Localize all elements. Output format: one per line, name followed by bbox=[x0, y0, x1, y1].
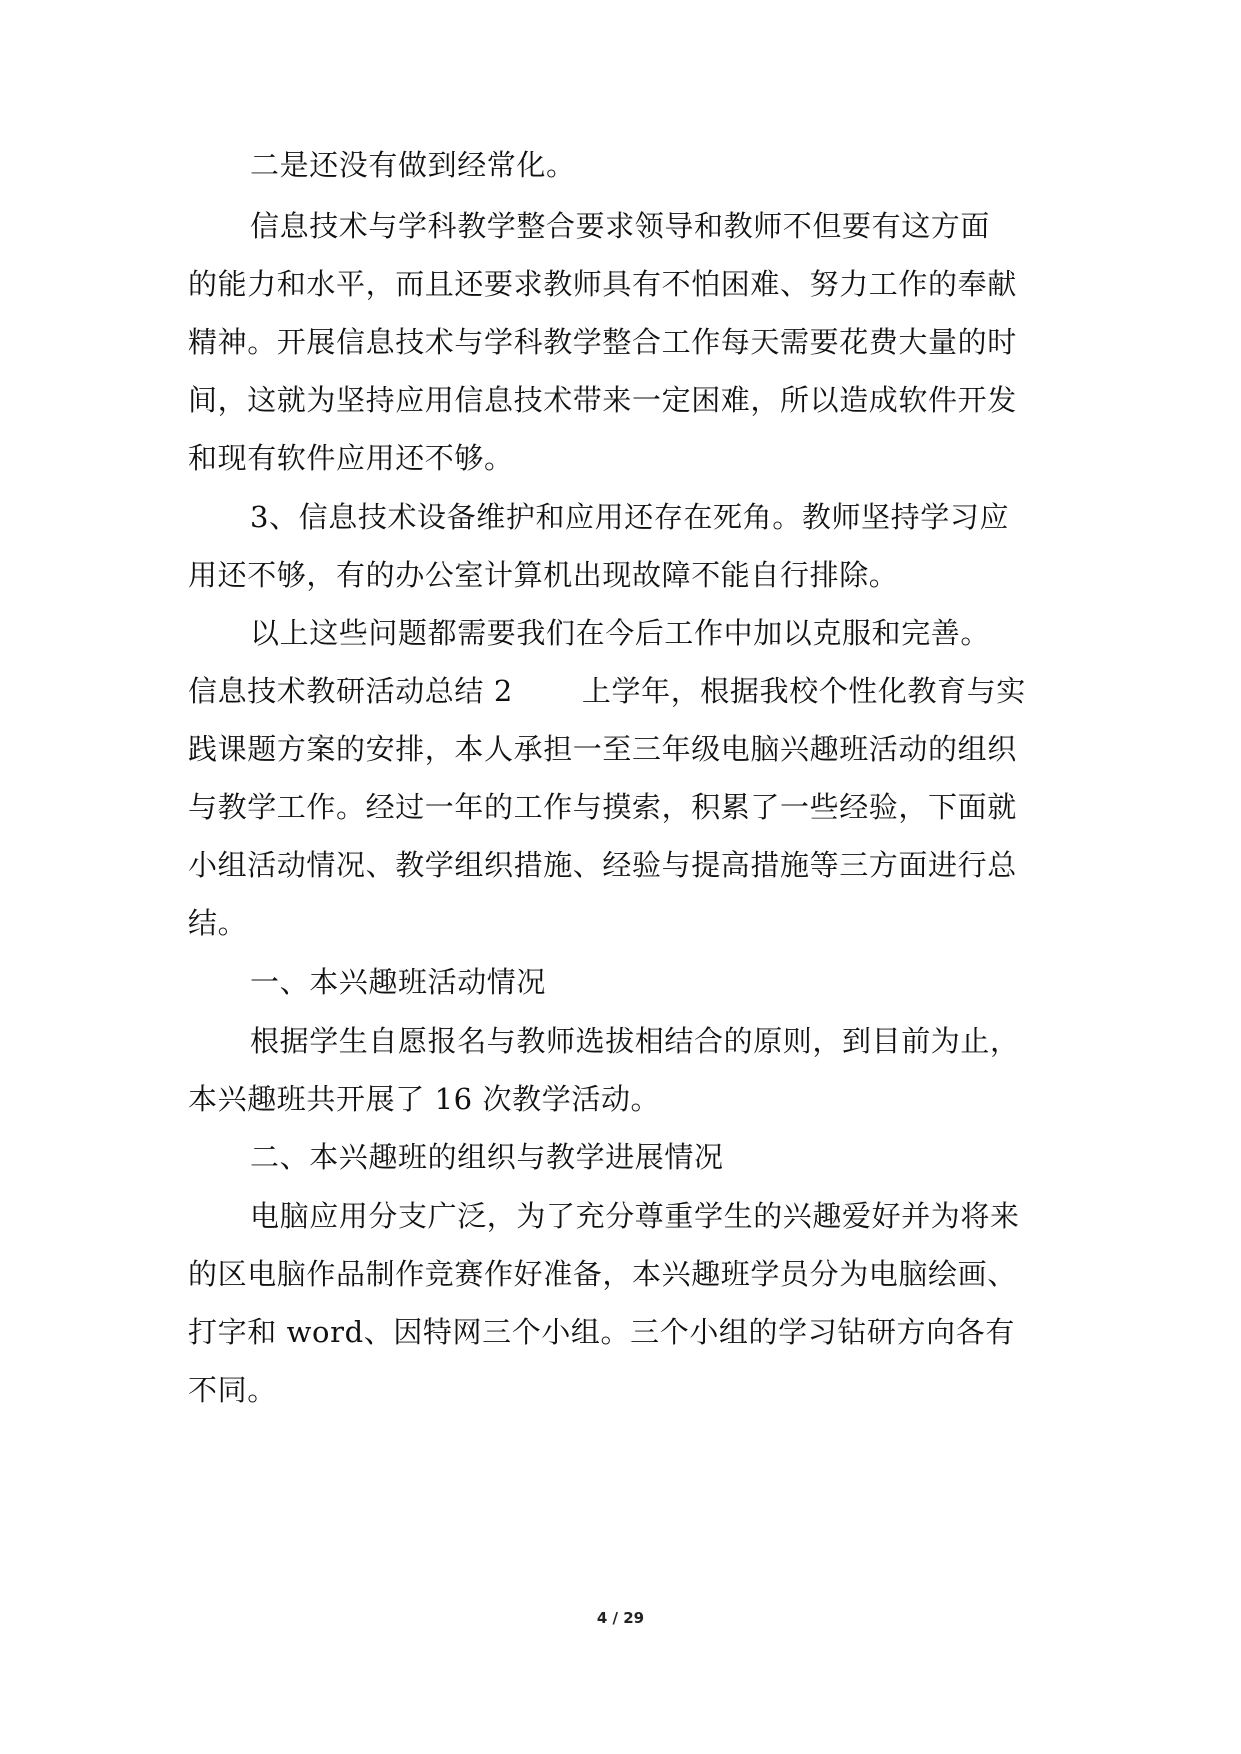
text-line: 不同。 bbox=[188, 1373, 277, 1407]
text-line: 践课题方案的安排，本人承担一至三年级电脑兴趣班活动的组织 bbox=[188, 732, 1017, 766]
text-line: 电脑应用分支广泛，为了充分尊重学生的兴趣爱好并为将来 bbox=[250, 1199, 1020, 1233]
section-heading-line: 信息技术教研活动总结 2 上学年，根据我校个性化教育与实 bbox=[188, 674, 1026, 708]
text-line: 精神。开展信息技术与学科教学整合工作每天需要花费大量的时 bbox=[188, 325, 1017, 359]
page-number: 4 / 29 bbox=[596, 1609, 645, 1627]
text-line: 打字和 word、因特网三个小组。三个小组的学习钻研方向各有 bbox=[188, 1315, 1015, 1349]
text-line: 以上这些问题都需要我们在今后工作中加以克服和完善。 bbox=[250, 616, 991, 650]
text-line: 用还不够，有的办公室计算机出现故障不能自行排除。 bbox=[188, 558, 899, 592]
subheading-line: 一、本兴趣班活动情况 bbox=[250, 965, 547, 999]
text-line: 的能力和水平，而且还要求教师具有不怕困难、努力工作的奉献 bbox=[188, 267, 1017, 301]
text-line: 和现有软件应用还不够。 bbox=[188, 441, 514, 475]
subheading-line: 二、本兴趣班的组织与教学进展情况 bbox=[250, 1140, 724, 1174]
text-line: 小组活动情况、教学组织措施、经验与提高措施等三方面进行总 bbox=[188, 848, 1017, 882]
text-line: 间，这就为坚持应用信息技术带来一定困难，所以造成软件开发 bbox=[188, 383, 1017, 417]
text-line: 二是还没有做到经常化。 bbox=[250, 148, 576, 182]
text-line: 与教学工作。经过一年的工作与摸索，积累了一些经验，下面就 bbox=[188, 790, 1017, 824]
text-line: 根据学生自愿报名与教师选拔相结合的原则，到目前为止， bbox=[250, 1024, 1020, 1058]
text-line: 的区电脑作品制作竞赛作好准备，本兴趣班学员分为电脑绘画、 bbox=[188, 1257, 1017, 1291]
text-line: 3、信息技术设备维护和应用还存在死角。教师坚持学习应 bbox=[250, 500, 1010, 534]
text-line: 信息技术与学科教学整合要求领导和教师不但要有这方面 bbox=[250, 209, 991, 243]
text-line: 结。 bbox=[188, 906, 248, 940]
text-line: 本兴趣班共开展了 16 次教学活动。 bbox=[188, 1082, 661, 1116]
